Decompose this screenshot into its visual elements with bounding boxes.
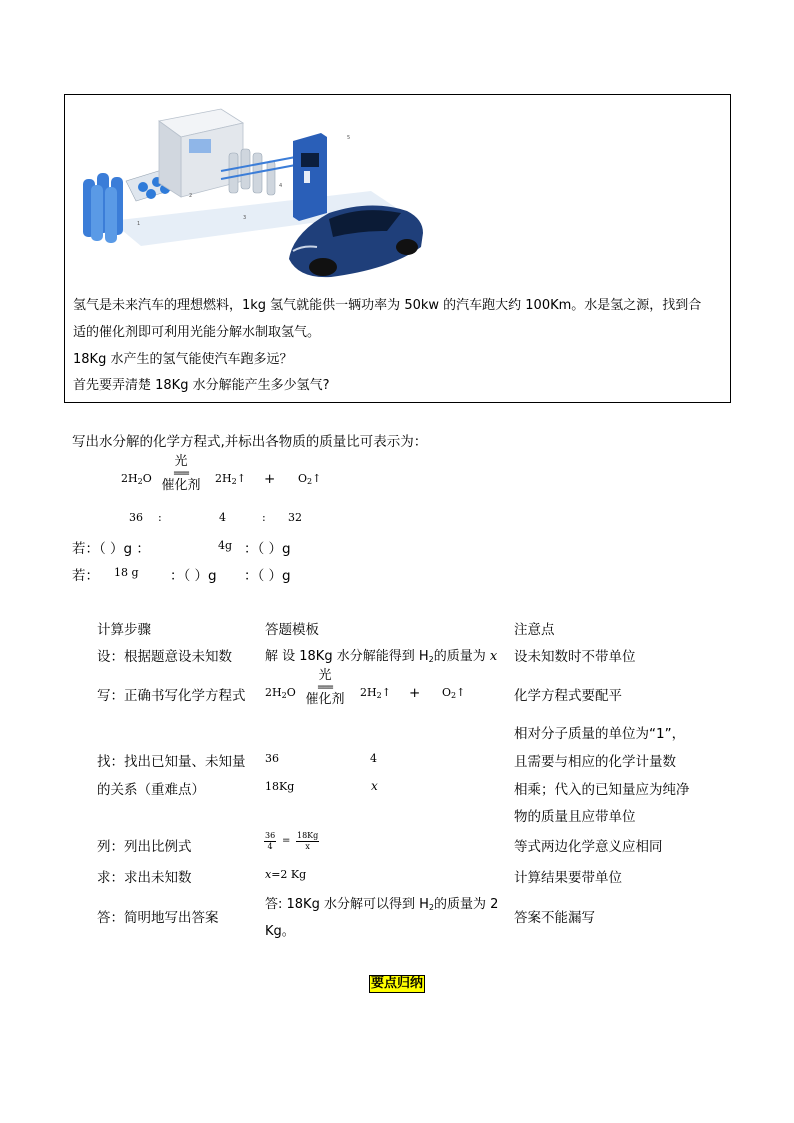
if-row-1-c: ：（ ）g <box>244 541 291 557</box>
step-answer: 答：简明地写出答案 <box>97 910 219 926</box>
step-find-2: 的关系（重难点） <box>97 782 205 798</box>
ratio-4: 4 <box>219 511 226 524</box>
note-write: 化学方程式要配平 <box>514 688 622 704</box>
note-set: 设未知数时不带单位 <box>514 649 636 665</box>
intro-line-1: 氢气是未来汽车的理想燃料，1kg 氢气就能供一辆功率为 50kw 的汽车跑大约 100Km。水是氢之源，找到合 <box>73 298 702 313</box>
equation-product-h2: $2H_2↑$ <box>215 472 246 486</box>
if-row-2-c: ：（ ）g <box>244 568 291 584</box>
note-find-4: 物的质量且应带单位 <box>514 809 636 825</box>
if-row-1-label: 若：（ ）g ： <box>72 541 150 557</box>
ratio-colon-1: : <box>158 511 162 524</box>
header-notes: 注意点 <box>514 622 555 638</box>
ratio-colon-2: : <box>262 511 266 524</box>
intro-box <box>64 94 731 403</box>
table-equation-o2: $O_2↑$ <box>442 686 466 700</box>
gas-cylinders <box>83 173 123 243</box>
key-point-label: 要点归纳 <box>371 976 424 991</box>
template-answer-2: Kg。 <box>265 924 295 939</box>
label-1: 1 <box>137 221 141 227</box>
label-5: 5 <box>347 135 351 141</box>
intro-line-3: 18Kg 水产生的氢气能使汽车跑多远？ <box>73 352 293 367</box>
step-solve: 求：求出未知数 <box>97 870 192 886</box>
if-row-1-mid: 4g <box>218 539 233 552</box>
header-steps: 计算步骤 <box>97 622 151 638</box>
header-template: 答题模板 <box>265 622 319 638</box>
if-row-2-a: 18 g <box>114 566 139 579</box>
solve-result: x=2 Kg <box>265 868 307 881</box>
note-answer: 答案不能漏写 <box>514 910 595 926</box>
step-write: 写：正确书写化学方程式 <box>97 688 246 704</box>
note-find-2: 且需要与相应的化学计量数 <box>514 754 676 770</box>
hydrogen-station <box>293 133 327 221</box>
note-solve: 计算结果要带单位 <box>514 870 622 886</box>
note-find-3: 相乘；代入的已知量应为纯净 <box>514 782 690 798</box>
step-list: 列：列出比例式 <box>97 839 192 855</box>
label-2: 2 <box>189 193 193 199</box>
proportion-equals: = <box>282 835 291 846</box>
intro-line-4: 首先要弄清楚 18Kg 水分解能产生多少氢气? <box>73 378 330 393</box>
equation-plus: + <box>264 471 276 487</box>
proportion-left-fraction: $\frac{36}{4}$ <box>265 831 276 851</box>
equation-product-o2: $O_2↑$ <box>298 472 322 486</box>
if-row-2-label: 若： <box>72 568 99 584</box>
table-equation-h2: $2H_2↑$ <box>360 686 391 700</box>
ratio-36: 36 <box>129 511 143 524</box>
table-equation-condition: 光 === 催化剂 <box>305 668 345 707</box>
gas-tanks <box>229 149 275 195</box>
table-equation-reactant: $2H_2O$ <box>265 686 296 700</box>
find-36: 36 <box>265 752 279 765</box>
label-4: 4 <box>279 183 283 189</box>
step-find-1: 找：找出已知量、未知量 <box>97 754 246 770</box>
note-list: 等式两边化学意义应相同 <box>514 839 663 855</box>
equation-reactant: $2H_2O$ <box>121 472 152 486</box>
step-set: 设：根据题意设未知数 <box>97 649 232 665</box>
template-set: 解 设 18Kg 水分解能得到 $H_2$的质量为 x <box>265 649 498 664</box>
table-equation-plus: + <box>409 685 421 701</box>
find-4: 4 <box>370 752 377 765</box>
proportion-right-fraction: $\frac{18Kg}{x}$ <box>297 831 319 851</box>
ratio-32: 32 <box>288 511 302 524</box>
intro-line-2: 适的催化剂即可利用光能分解水制取氢气。 <box>73 325 321 340</box>
equation-condition: 光 === 催化剂 <box>161 454 201 493</box>
if-row-2-mid: ：（ ）g <box>170 568 217 584</box>
equation-prompt: 写出水分解的化学方程式,并标出各物质的质量比可表示为： <box>72 434 428 450</box>
label-3: 3 <box>243 215 247 221</box>
hydrogen-production-illustration <box>71 101 431 286</box>
find-18kg: 18Kg <box>265 780 295 793</box>
note-find-1: 相对分子质量的单位为“1”， <box>514 726 686 742</box>
template-answer-1: 答: 18Kg 水分解可以得到 $H_2$的质量为 2 <box>265 897 499 912</box>
find-x: x <box>371 779 378 793</box>
